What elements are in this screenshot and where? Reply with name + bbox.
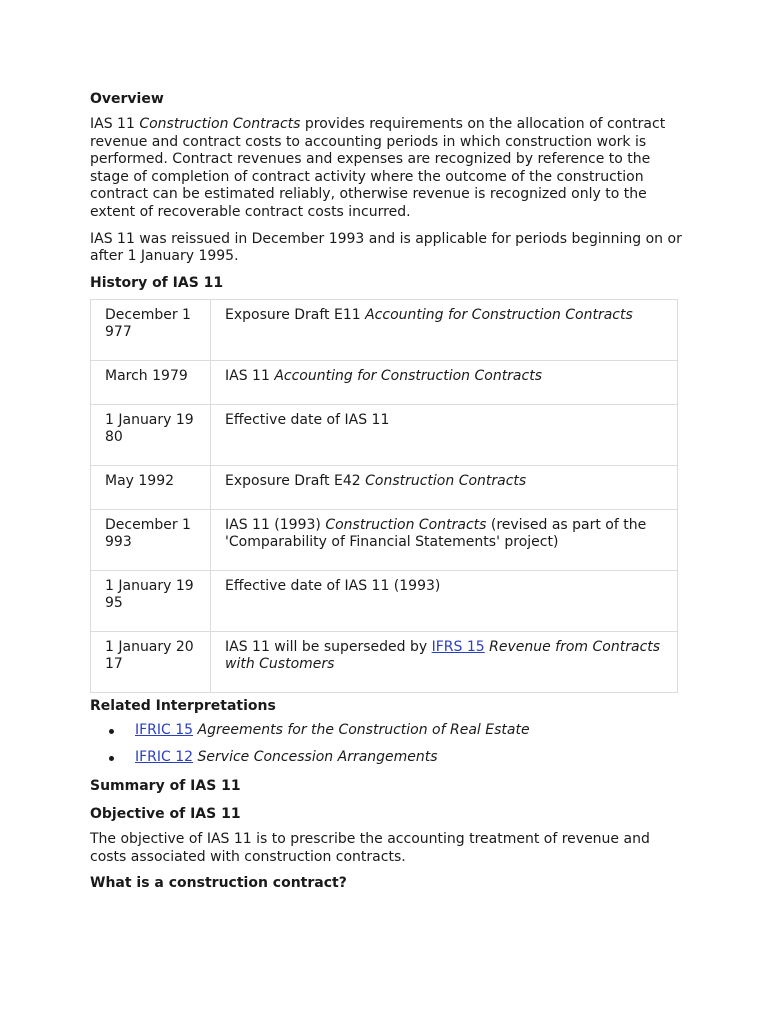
objective-heading: Objective of IAS 11: [90, 805, 241, 822]
table-row: [91, 631, 678, 692]
history-date: December 1977: [91, 299, 211, 360]
interpretation-title: Service Concession Arrangements: [193, 749, 438, 766]
objective-paragraph: The objective of IAS 11 is to prescribe the accounting treatment of revenue and costs associated with construction contracts.: [90, 830, 650, 865]
history-date: December 1993: [91, 509, 211, 570]
document-page: [90, 88, 682, 894]
history-date: May 1992: [91, 465, 211, 509]
interpretation-title: Agreements for the Construction of Real Estate: [193, 721, 530, 738]
history-heading: History of IAS 11: [90, 274, 224, 291]
overview-text-emphasis: Construction Contracts: [139, 116, 301, 132]
event-title: Construction Contracts: [325, 516, 487, 533]
history-table: [90, 299, 678, 693]
history-event: [211, 465, 678, 509]
ifric-15-link[interactable]: IFRIC 15: [135, 721, 194, 738]
list-item: [135, 722, 682, 740]
event-title: Construction Contracts: [365, 472, 527, 489]
table-row: [91, 509, 678, 570]
history-date: 1 January 2017: [91, 631, 211, 692]
construction-contract-heading: What is a construction contract?: [90, 875, 347, 892]
ifric-12-link[interactable]: IFRIC 12: [135, 749, 194, 766]
list-item: [135, 749, 682, 767]
overview-paragraph-1: [90, 116, 682, 222]
history-event: [211, 299, 678, 360]
history-event: Effective date of IAS 11 (1993): [211, 570, 678, 631]
overview-paragraph-2: IAS 11 was reissued in December 1993 and is applicable for periods beginning on or after 1 January 1995.: [90, 230, 682, 265]
overview-text-a: IAS 11: [90, 116, 140, 132]
history-event: [211, 509, 678, 570]
summary-heading: Summary of IAS 11: [90, 777, 241, 794]
event-text: Exposure Draft E11: [225, 306, 366, 323]
table-row: [91, 465, 678, 509]
event-text: IAS 11: [225, 367, 275, 384]
overview-heading: Overview: [90, 91, 164, 107]
history-event: [211, 360, 678, 404]
interpretations-list: [90, 722, 682, 767]
history-date: 1 January 1980: [91, 404, 211, 465]
table-row: [91, 570, 678, 631]
event-text: Exposure Draft E42: [225, 472, 366, 489]
interpretations-heading: Related Interpretations: [90, 697, 276, 714]
event-title: Revenue from Contracts with Customers: [225, 638, 661, 673]
history-event: [211, 631, 678, 692]
history-date: 1 January 1995: [91, 570, 211, 631]
ifrs-15-link[interactable]: IFRS 15: [431, 638, 485, 655]
table-row: [91, 299, 678, 360]
event-text: IAS 11 will be superseded by: [225, 638, 432, 655]
history-date: March 1979: [91, 360, 211, 404]
event-note: (revised as part of the 'Comparability of Financial Statements' project): [225, 516, 647, 551]
overview-text-b: provides requirements on the allocation of contract revenue and contract costs to accounting periods in which construction work is performed. Contract revenues and expenses are recognized by reference to the stage of completion of contract activity where the outcome of the construction contract can be estimated reliably, otherwise revenue is recognized only to the extent of recoverable contract costs incurred.: [90, 116, 666, 220]
history-event: Effective date of IAS 11: [211, 404, 678, 465]
event-title: Accounting for Construction Contracts: [274, 367, 542, 384]
event-title: Accounting for Construction Contracts: [365, 306, 633, 323]
event-text: IAS 11 (1993): [225, 516, 326, 533]
table-row: [91, 360, 678, 404]
table-row: [91, 404, 678, 465]
